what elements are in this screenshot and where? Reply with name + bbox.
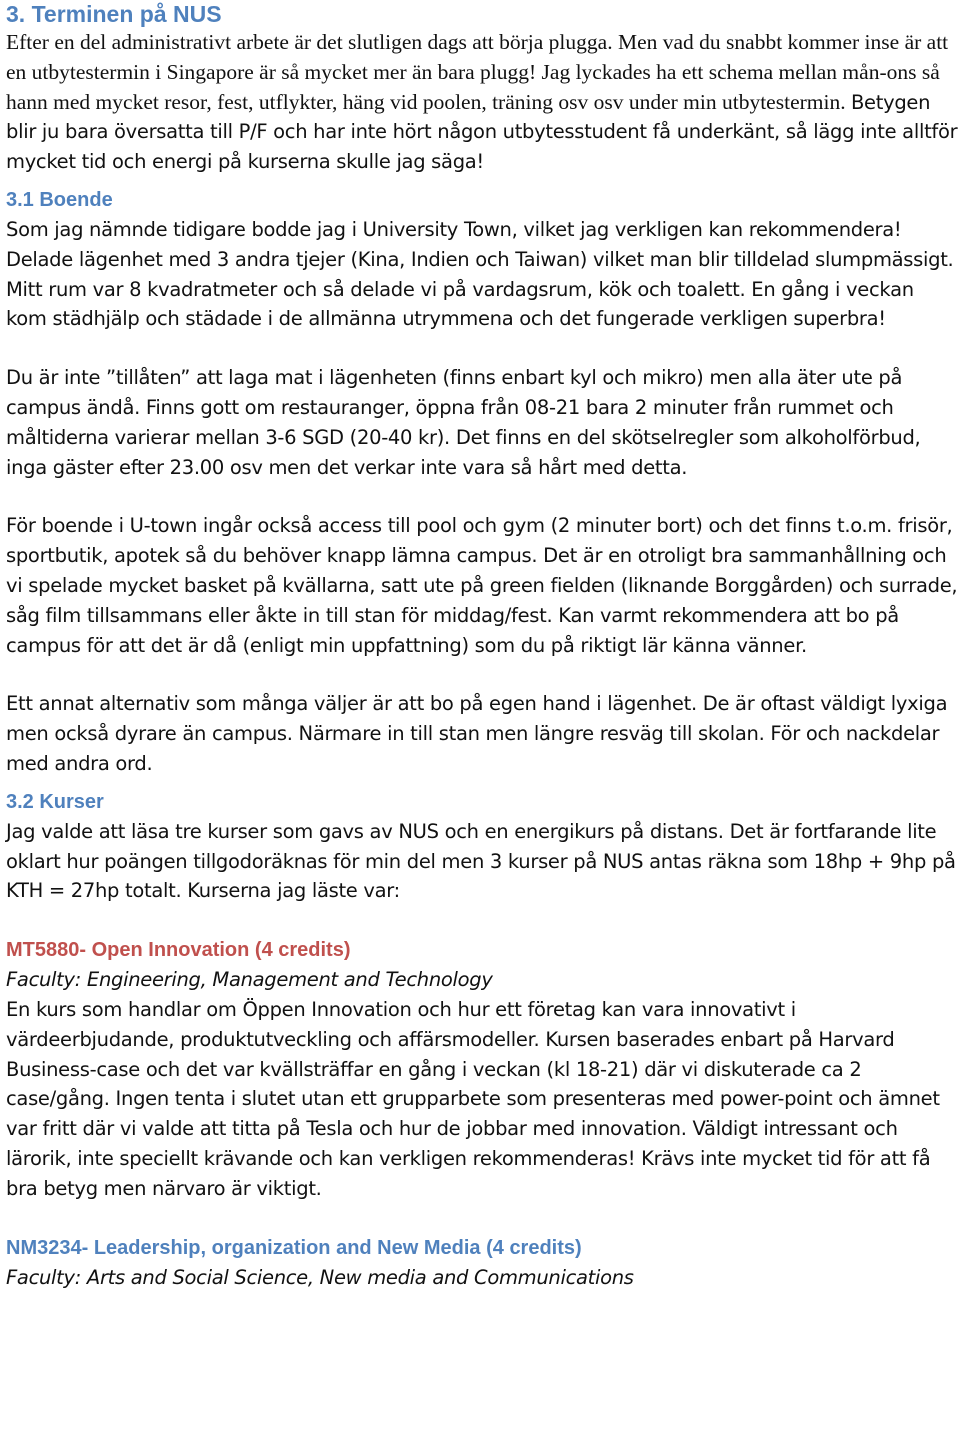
boende-paragraph-4: Ett annat alternativ som många väljer är att bo på egen hand i lägenhet. De är oftast väldigt lyxiga men också dyrare än campus. Närmare in till stan men längre resväg till skolan. För och nackdelar med andra ord.	[6, 692, 948, 775]
course-1-title: MT5880- Open Innovation (4 credits)	[6, 939, 351, 962]
boende-paragraph-3: För boende i U-town ingår också access till pool och gym (2 minuter bort) och det finns t.o.m. frisör, sportbutik, apotek så du behöver knapp lämna campus. Det är en otroligt bra sammanhållning och vi spelade mycket basket på kvällarna, satt ute på green fielden (liknande Borggården) och surrade, såg film tillsammans eller åkte in till stan för middag/fest. Kan varmt rekommendera att bo på campus för att det är då (enligt min uppfattning) som du på riktigt lär känna vänner.	[6, 514, 958, 657]
kurser-intro: Jag valde att läsa tre kurser som gavs av NUS och en energikurs på distans. Det är fortfarande lite oklart hur poängen tillgodoräknas för min del men 3 kurser på NUS antas räkna som 18hp + 9hp på KTH = 27hp totalt. Kurserna jag läste var:	[6, 819, 956, 903]
kurser-heading: 3.2 Kurser	[6, 790, 104, 813]
section-intro	[6, 28, 958, 177]
course-2-faculty: Faculty: Arts and Social Science, New media and Communications	[6, 1265, 634, 1289]
course-2-title: NM3234- Leadership, organization and New Media (4 credits)	[6, 1236, 582, 1259]
course-1-description: En kurs som handlar om Öppen Innovation och hur ett företag kan vara innovativt i värdeerbjudande, produktutveckling och affärsmodeller. Kursen baserades enbart på Harvard Business-case och det var kvällsträffar en gång i veckan (kl 18-21) där vi diskuterade ca 2 case/gång. Ingen tenta i slutet utan ett grupparbete som presenteras med power-point och ämnet var fritt där vi valde att titta på Tesla och hur de jobbar med innovation. Väldigt intressant och lärorik, inte speciellt krävande och kan verkligen rekommenderas! Krävs inte mycket tid för att få bra betyg men närvaro är viktigt.	[6, 997, 940, 1200]
section-intro-a: Efter en del administrativt arbete är det slutligen dags att börja plugga. Men vad du snabbt kommer inse är att en utbytestermin i Singapore är så mycket mer än bara plugg! Jag lyckades ha ett schema mellan mån-ons så hann med mycket resor, fest, utflykter, häng vid poolen, träning osv osv under min utbytestermin.	[6, 30, 949, 114]
boende-heading: 3.1 Boende	[6, 188, 113, 211]
section-heading: 3. Terminen på NUS	[6, 1, 222, 27]
course-1-faculty: Faculty: Engineering, Management and Technology	[6, 968, 493, 992]
boende-paragraph-2: Du är inte ”tillåten” att laga mat i lägenheten (finns enbart kyl och mikro) men alla äter ute på campus ändå. Finns gott om restauranger, öppna från 08-21 bara 2 minuter från rummet och måltiderna varierar mellan 3-6 SGD (20-40 kr). Det finns en del skötselregler som alkoholförbud, inga gäster efter 23.00 osv men det verkar inte vara så hårt med detta.	[6, 366, 921, 479]
boende-paragraph-1: Som jag nämnde tidigare bodde jag i University Town, vilket jag verkligen kan rekommendera! Delade lägenhet med 3 andra tjejer (Kina, Indien och Taiwan) vilket man blir tilldelad slumpmässigt. Mitt rum var 8 kvadratmeter och så delade vi på vardagsrum, kök och toalett. En gång i veckan kom städhjälp och städade i de allmänna utrymmena och det fungerade verkligen superbra!	[6, 217, 954, 331]
document-page	[6, 0, 958, 1292]
section-intro-b: Betygen blir ju bara översatta till P/F och har inte hört någon utbytesstudent få underkänt, så lägg inte alltför mycket tid och energi på kurserna skulle jag säga!	[6, 90, 958, 174]
